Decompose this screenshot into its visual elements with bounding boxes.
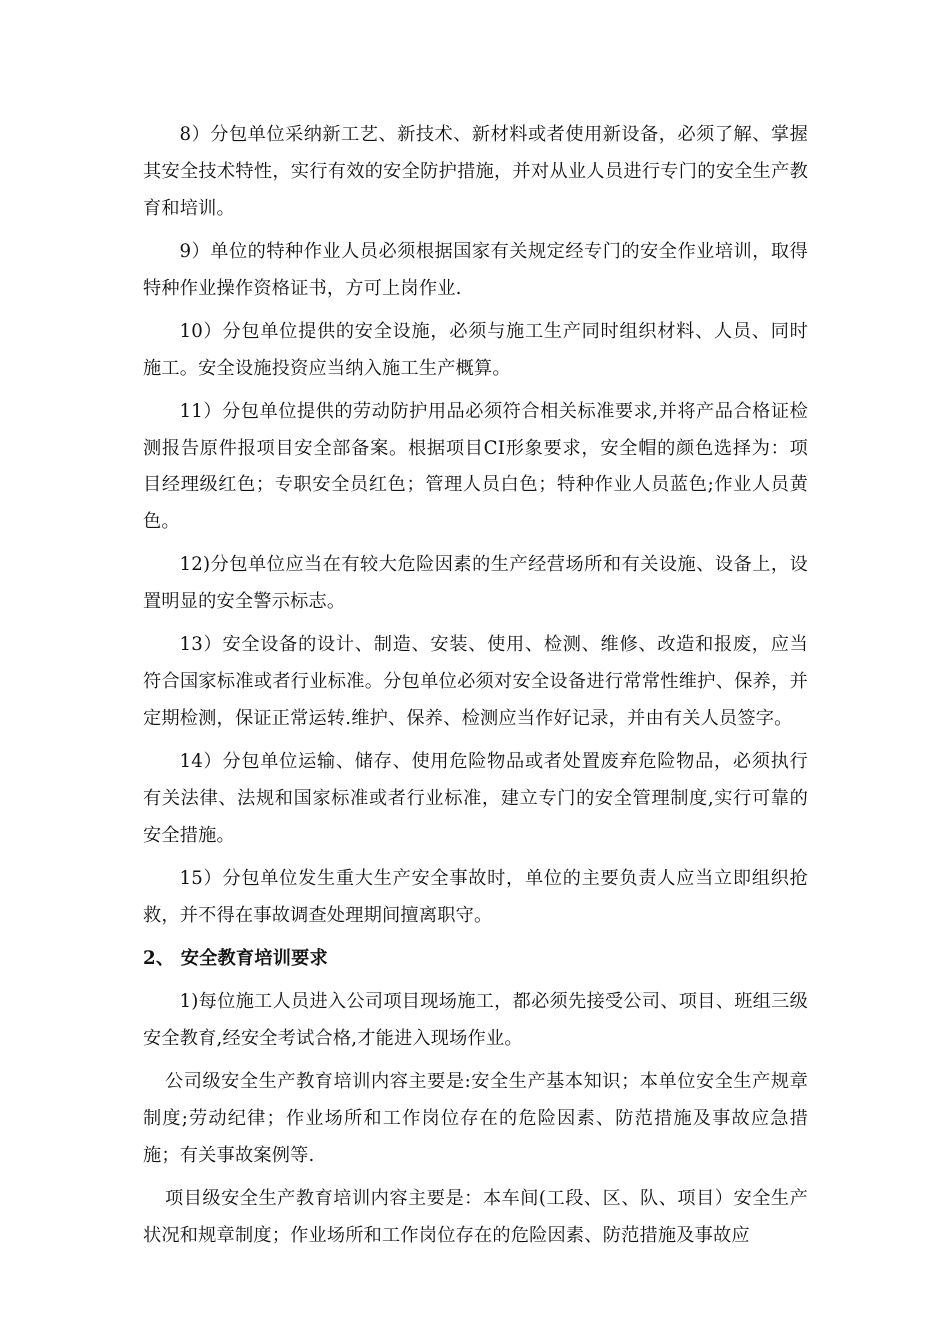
paragraph-item-14: 14）分包单位运输、储存、使用危险物品或者处置废弃危险物品，必须执行有关法律、法规和国家标准或者行业标准，建立专门的安全管理制度,实行可靠的安全措施。 xyxy=(143,751,808,846)
paragraph-item-11: 11）分包单位提供的劳动防护用品必须符合相关标准要求,并将产品合格证检测报告原件报项目安全部备案。根据项目CI形象要求，安全帽的颜色选择为：项目经理级红色；专职安全员红色；管理人员白色；特种作业人员蓝色;作业人员黄色。 xyxy=(143,400,808,533)
paragraph-item-10: 10）分包单位提供的安全设施，必须与施工生产同时组织材料、人员、同时施工。安全设施投资应当纳入施工生产概算。 xyxy=(143,320,808,379)
paragraph-item-8: 8）分包单位采纳新工艺、新技术、新材料或者使用新设备，必须了解、掌握其安全技术特性，实行有效的安全防护措施，并对从业人员进行专门的安全生产教育和培训。 xyxy=(143,124,808,219)
section-heading: 2、 安全教育培训要求 xyxy=(143,947,328,969)
section-paragraph-company: 公司级安全生产教育培训内容主要是:安全生产基本知识；本单位安全生产规章制度;劳动纪律；作业场所和工作岗位存在的危险因素、防范措施及事故应急措施；有关事故案例等. xyxy=(143,1071,808,1166)
document-page xyxy=(143,117,808,1261)
paragraph-item-9: 9）单位的特种作业人员必须根据国家有关规定经专门的安全作业培训，取得特种作业操作资格证书，方可上岗作业. xyxy=(143,240,808,299)
paragraph-item-12: 12)分包单位应当在有较大危险因素的生产经营场所和有关设施、设备上，设置明显的安全警示标志。 xyxy=(143,554,808,613)
paragraph-item-15: 15）分包单位发生重大生产安全事故时，单位的主要负责人应当立即组织抢救，并不得在事故调查处理期间擅离职守。 xyxy=(143,867,808,926)
section-paragraph-project: 项目级安全生产教育培训内容主要是：本车间(工段、区、队、项目）安全生产状况和规章制度；作业场所和工作岗位存在的危险因素、防范措施及事故应 xyxy=(143,1187,808,1246)
paragraph-item-13: 13）安全设备的设计、制造、安装、使用、检测、维修、改造和报废，应当符合国家标准或者行业标准。分包单位必须对安全设备进行常常性维护、保养，并定期检测，保证正常运转.维护、保养、检测应当作好记录，并由有关人员签字。 xyxy=(143,634,808,729)
section-paragraph-1: 1)每位施工人员进入公司项目现场施工，都必须先接受公司、项目、班组三级安全教育,经安全考试合格,才能进入现场作业。 xyxy=(143,991,808,1049)
